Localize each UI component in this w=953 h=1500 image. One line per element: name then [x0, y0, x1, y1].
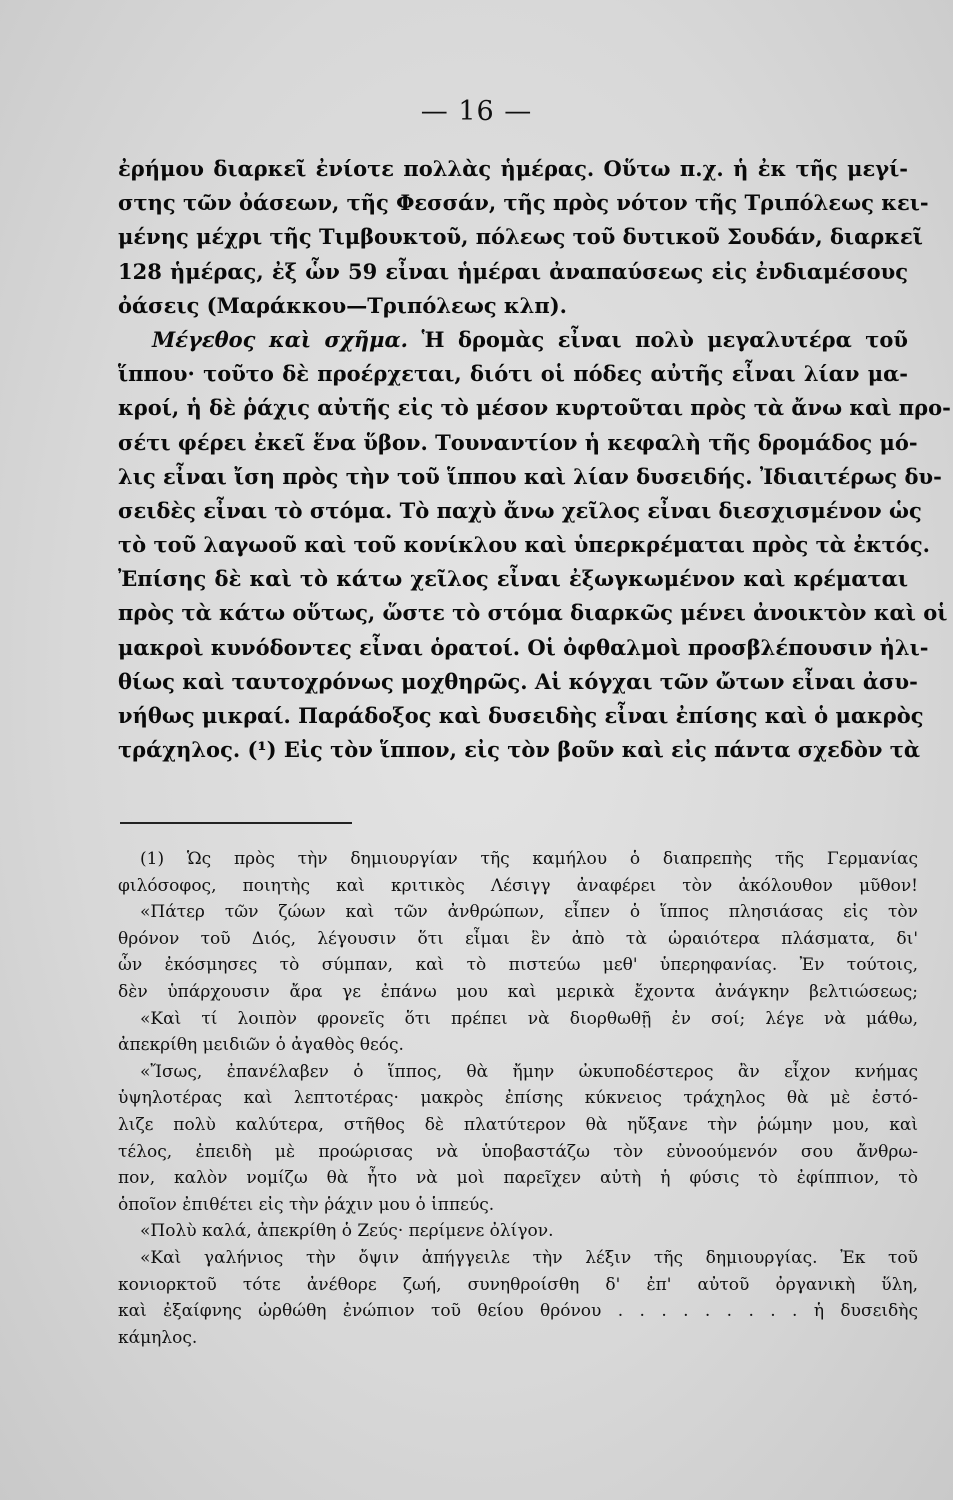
footnote-line: φιλόσοφος, ποιητὴς καὶ κριτικὸς Λέσιγγ ἀναφέρει τὸν ἀκόλουθον μῦθον! — [118, 875, 918, 896]
main-text — [118, 152, 951, 767]
section-heading-line — [118, 323, 908, 357]
text-line-fragment: Ἡ δρομὰς εἶναι πολὺ μεγαλυτέρα τοῦ — [407, 326, 909, 352]
text-line: στης τῶν ὀάσεων, τῆς Φεσσάν, τῆς πρὸς νότον τῆς Τριπόλεως κει- — [118, 190, 929, 216]
footnote-line: (1) Ὡς πρὸς τὴν δημιουργίαν τῆς καμήλου ὁ διαπρεπὴς τῆς Γερμανίας — [140, 849, 918, 869]
footnote-line: «Καὶ γαλήνιος τὴν ὄψιν ἀπήγγειλε τὴν λέξιν τῆς δημιουργίας. Ἐκ τοῦ — [140, 1247, 918, 1268]
footnote-line: ὁποῖον ἐπιθέτει εἰς τὴν ῥάχιν μου ὁ ἱππεύς. — [118, 1194, 495, 1215]
text-line: ὀάσεις (Μαράκκου—Τριπόλεως κλπ). — [118, 292, 567, 318]
text-line: Ἐπίσης δὲ καὶ τὸ κάτω χεῖλος εἶναι ἐξωγκωμένον καὶ κρέμαται — [118, 566, 908, 592]
footnote-line: λιζε πολὺ καλύτερα, στῆθος δὲ πλατύτερον θὰ ηὔξανε τὴν ῥώμην μου, καὶ — [118, 1114, 918, 1135]
text-line: νήθως μικραί. Παράδοξος καὶ δυσειδὴς εἶναι ἐπίσης καὶ ὁ μακρὸς — [118, 703, 924, 728]
text-line: λις εἶναι ἴση πρὸς τὴν τοῦ ἵππου καὶ λίαν δυσειδής. Ἰδιαιτέρως δυ- — [118, 463, 942, 489]
footnote-line: «Καὶ τί λοιπὸν φρονεῖς ὅτι πρέπει νὰ διορθωθῇ ἐν σοί; λέγε νὰ μάθω, — [140, 1008, 918, 1029]
text-line: θίως καὶ ταυτοχρόνως μοχθηρῶς. Αἱ κόγχαι τῶν ὤτων εἶναι ἀσυ- — [118, 668, 918, 694]
footnote-line: θρόνον τοῦ Διός, λέγουσιν ὅτι εἶμαι ἓν ἀπὸ τὰ ὡραιότερα πλάσματα, δι' — [118, 928, 918, 949]
footnote-line: ἀπεκρίθη μειδιῶν ὁ ἀγαθὸς θεός. — [118, 1035, 404, 1056]
text-line: πρὸς τὰ κάτω οὕτως, ὥστε τὸ στόμα διαρκῶς μένει ἀνοικτὸν καὶ οἱ — [118, 600, 948, 626]
footnote-line: ὧν ἐκόσμησες τὸ σύμπαν, καὶ τὸ πιστεύω μεθ' ὑπερηφανίας. Ἐν τούτοις, — [118, 955, 918, 976]
text-line: σέτι φέρει ἐκεῖ ἕνα ὕβον. Τουναντίον ἡ κεφαλὴ τῆς δρομάδος μό- — [118, 429, 918, 455]
page-number: — 16 — — [420, 96, 533, 127]
footnote-line: δὲν ὑπάρχουσιν ἄρα γε ἐπάνω μου καὶ μερικὰ ἔχοντα ἀνάγκην βελτιώσεως; — [118, 981, 918, 1002]
section-heading: Μέγεθος καὶ σχῆμα. — [152, 326, 408, 352]
footnote-line: «Πάτερ τῶν ζώων καὶ τῶν ἀνθρώπων, εἶπεν ὁ ἵππος πλησιάσας εἰς τὸν — [140, 902, 918, 923]
text-line: ἵππου· τοῦτο δὲ προέρχεται, διότι οἱ πόδες αὐτῆς εἶναι λίαν μα- — [118, 361, 908, 387]
text-line: σειδὲς εἶναι τὸ στόμα. Τὸ παχὺ ἄνω χεῖλος εἶναι διεσχισμένον ὡς — [118, 497, 922, 523]
footnote-line: ὑψηλοτέρας καὶ λεπτοτέρας· μακρὸς ἐπίσης κύκνειος τράχηλος θὰ μὲ ἐστό- — [118, 1088, 918, 1109]
footnote-line: τέλος, ἐπειδὴ μὲ προώρισας νὰ ὑποβαστάζω τὸν εὐνοούμενόν σου ἄνθρω- — [118, 1141, 918, 1162]
footnote-line: κονιορκτοῦ τότε ἀνέθορε ζωή, συνηθροίσθη δ' ἐπ' αὐτοῦ ὀργανικὴ ὕλη, — [118, 1274, 918, 1295]
footnote-line: πον, καλὸν νομίζω θὰ ἦτο νὰ μοὶ παρεῖχεν αὐτὴ ἡ φύσις τὸ ἐφίππιον, τὸ — [118, 1168, 918, 1189]
footnote-separator — [120, 822, 352, 824]
footnotes — [118, 846, 918, 1351]
text-line: τὸ τοῦ λαγωοῦ καὶ τοῦ κονίκλου καὶ ὑπερκρέμαται πρὸς τὰ ἐκτός. — [118, 532, 930, 558]
text-line: ἐρήμου διαρκεῖ ἐνίοτε πολλὰς ἡμέρας. Οὕτω π.χ. ἡ ἐκ τῆς μεγί- — [118, 156, 908, 181]
footnote-line: «Πολὺ καλά, ἀπεκρίθη ὁ Ζεύς· περίμενε ὀλίγον. — [140, 1221, 554, 1242]
footnote-line: καὶ ἐξαίφνης ὠρθώθη ἐνώπιον τοῦ θείου θρόνου . . . . . . . . . ἡ δυσειδὴς — [118, 1301, 918, 1322]
text-line: μένης μέχρι τῆς Τιμβουκτοῦ, πόλεως τοῦ δυτικοῦ Σουδάν, διαρκεῖ — [118, 224, 923, 250]
footnote-line: κάμηλος. — [118, 1327, 198, 1348]
footnote-line: «Ἴσως, ἐπανέλαβεν ὁ ἵππος, θὰ ἤμην ὠκυποδέστερος ἂν εἶχον κνήμας — [140, 1061, 918, 1082]
text-line: τράχηλος. (¹) Εἰς τὸν ἵππον, εἰς τὸν βοῦν καὶ εἰς πάντα σχεδὸν τὰ — [118, 737, 921, 763]
text-line: 128 ἡμέρας, ἐξ ὧν 59 εἶναι ἡμέραι ἀναπαύσεως εἰς ἐνδιαμέσους — [118, 258, 908, 284]
text-line: μακροὶ κυνόδοντες εἶναι ὁρατοί. Οἱ ὀφθαλμοὶ προσβλέπουσιν ἠλι- — [118, 634, 929, 660]
text-line: κροί, ἡ δὲ ῥάχις αὐτῆς εἰς τὸ μέσον κυρτοῦται πρὸς τὰ ἄνω καὶ προ- — [118, 395, 951, 421]
